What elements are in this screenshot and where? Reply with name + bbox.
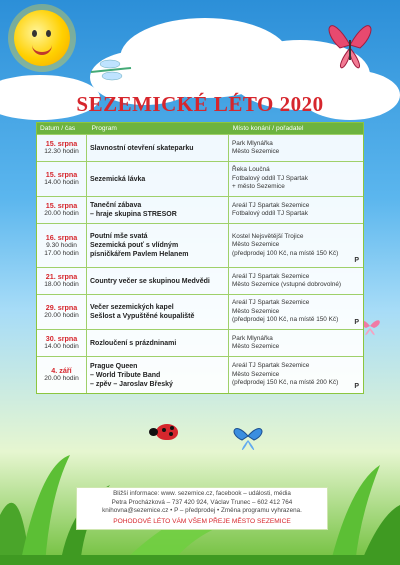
event-program: Slavnostní otevření skateparku — [90, 144, 194, 152]
date-cell — [37, 162, 87, 196]
event-time: 12.30 hodin — [44, 148, 79, 156]
place-cell — [229, 135, 363, 161]
event-date: 29. srpna — [45, 303, 78, 313]
presale-marker: P — [354, 257, 359, 264]
program-cell — [87, 330, 229, 356]
event-program: Taneční zábava – hraje skupina STRESOR — [90, 202, 177, 218]
event-place: Park Mlynářka Město Sezemice — [232, 139, 280, 155]
info-line: Petra Procházková – 737 420 924, Václav Trunec – 602 412 764 — [111, 498, 293, 506]
event-time: 20.00 hodin — [44, 312, 79, 320]
poster-title: SEZEMICKÉ LÉTO 2020 — [76, 92, 324, 116]
date-cell — [37, 135, 87, 161]
table-body — [37, 134, 363, 393]
table-row — [37, 294, 363, 329]
date-cell — [37, 295, 87, 329]
date-cell — [37, 268, 87, 294]
event-place: Areál TJ Spartak Sezemice Město Sezemice (předprodej 100 Kč, na místě 150 Kč) — [232, 299, 339, 324]
butterfly-icon — [320, 10, 380, 80]
presale-marker: P — [354, 383, 359, 390]
event-date: 15. srpna — [45, 201, 78, 211]
info-line: knihovna@sezemice.cz • P – předprodej • Změna programu vyhrazena. — [102, 507, 302, 515]
event-program: Prague Queen – World Tribute Band – zpěv – Jaroslav Břeský — [90, 362, 173, 388]
place-cell — [229, 330, 363, 356]
event-program: Rozloučení s prázdninami — [90, 339, 177, 347]
program-cell — [87, 162, 229, 196]
column-header-program: Program — [91, 125, 117, 132]
place-cell — [229, 224, 363, 267]
event-time: 18.00 hodin — [44, 281, 79, 289]
event-place: Park Mlynářka Město Sezemice — [232, 334, 280, 350]
place-cell — [229, 295, 363, 329]
column-header-place: Místo konání / pořadatel — [232, 125, 304, 132]
event-time: 20.00 hodin — [44, 210, 79, 218]
table-row — [37, 134, 363, 161]
place-cell — [229, 162, 363, 196]
place-cell — [229, 357, 363, 393]
info-line: Bližší informace: www. sezemice.cz, facebook – události, média — [113, 490, 291, 497]
ladybug-icon — [156, 424, 178, 440]
event-program: Sezemická lávka — [90, 175, 146, 183]
table-header — [37, 123, 363, 134]
place-cell — [229, 197, 363, 223]
date-cell — [37, 197, 87, 223]
program-table — [36, 122, 364, 394]
event-date: 4. září — [51, 366, 72, 376]
program-cell — [87, 357, 229, 393]
sun-icon — [14, 10, 70, 66]
closing-message: POHODOVÉ LÉTO VÁM VŠEM PŘEJE MĚSTO SEZEMICE — [113, 517, 291, 525]
event-place: Kostel Nejsvětější Trojice Město Sezemice (předprodej 100 Kč, na místě 150 Kč) — [232, 232, 339, 257]
program-cell — [87, 135, 229, 161]
table-row — [37, 196, 363, 223]
program-cell — [87, 197, 229, 223]
dragonfly-icon — [86, 58, 136, 82]
event-place: Řeka Loučná Fotbalový oddíl TJ Spartak + město Sezemice — [232, 166, 308, 191]
event-program: Country večer se skupinou Medvědi — [90, 277, 210, 285]
event-place: Areál TJ Spartak Sezemice Město Sezemice (vstupné dobrovolné) — [232, 272, 342, 288]
place-cell — [229, 268, 363, 294]
event-date: 21. srpna — [45, 272, 78, 282]
date-cell — [37, 224, 87, 267]
date-cell — [37, 357, 87, 393]
table-row — [37, 329, 363, 356]
event-date: 15. srpna — [45, 139, 78, 149]
table-row — [37, 267, 363, 294]
program-cell — [87, 224, 229, 267]
event-time: 14.00 hodin — [44, 343, 79, 351]
event-program: Večer sezemických kapel Sešlost a Vypuštěné koupaliště — [90, 304, 195, 320]
table-row — [37, 161, 363, 196]
program-cell — [87, 268, 229, 294]
table-row — [37, 356, 363, 393]
event-date: 30. srpna — [45, 334, 78, 344]
butterfly-icon — [228, 420, 268, 454]
event-date: 15. srpna — [45, 170, 78, 180]
event-time: 20.00 hodin — [44, 375, 79, 383]
event-place: Areál TJ Spartak Sezemice Fotbalový oddíl TJ Spartak — [232, 201, 310, 217]
info-box — [76, 487, 328, 530]
event-time: 14.00 hodin — [44, 179, 79, 187]
date-cell — [37, 330, 87, 356]
event-program: Poutní mše svatá Sezemická pouť s vlídným písničkářem Pavlem Helanem — [90, 233, 189, 258]
column-header-date: Datum / čas — [40, 125, 76, 132]
event-time: 9.30 hodin 17.00 hodin — [44, 241, 79, 257]
program-cell — [87, 295, 229, 329]
event-date: 16. srpna — [45, 232, 78, 242]
presale-marker: P — [354, 319, 359, 326]
table-row — [37, 223, 363, 267]
event-place: Areál TJ Spartak Sezemice Město Sezemice (předprodej 150 Kč, na místě 200 Kč) — [232, 362, 339, 387]
